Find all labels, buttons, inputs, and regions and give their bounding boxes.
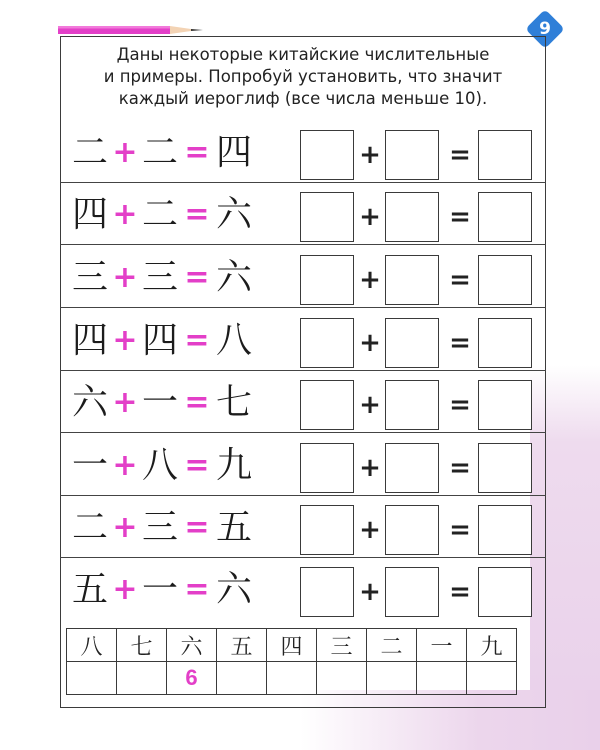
hieroglyph-a: 二 xyxy=(71,507,108,548)
table-character-cell: 五 xyxy=(217,629,267,662)
answer-box-a[interactable] xyxy=(300,192,354,242)
row-divider xyxy=(60,307,546,308)
row-divider xyxy=(60,495,546,496)
hieroglyph-b: 一 xyxy=(141,569,178,610)
chinese-equation xyxy=(70,193,254,237)
equation-row xyxy=(60,500,546,560)
chinese-equation xyxy=(70,444,254,488)
hieroglyph-b: 二 xyxy=(141,194,178,235)
box-equals-sign: = xyxy=(449,328,471,358)
answer-box-a[interactable] xyxy=(300,255,354,305)
chinese-equation xyxy=(70,381,254,425)
table-character-cell: 三 xyxy=(317,629,367,662)
hieroglyph-a: 四 xyxy=(71,194,108,235)
box-plus-sign: + xyxy=(359,577,381,607)
answer-box-a[interactable] xyxy=(300,318,354,368)
box-equals-sign: = xyxy=(449,515,471,545)
plus-sign: + xyxy=(112,323,138,358)
equals-sign: = xyxy=(184,385,210,420)
table-character-cell: 七 xyxy=(117,629,167,662)
box-equals-sign: = xyxy=(449,577,471,607)
table-character-cell: 一 xyxy=(417,629,467,662)
hieroglyph-b: 八 xyxy=(141,445,178,486)
equation-row xyxy=(60,438,546,498)
answer-box-result[interactable] xyxy=(478,505,532,555)
box-plus-sign: + xyxy=(359,202,381,232)
answer-box-b[interactable] xyxy=(385,567,439,617)
table-answer-cell[interactable] xyxy=(467,662,517,695)
hieroglyph-b: 三 xyxy=(141,257,178,298)
equals-sign: = xyxy=(184,510,210,545)
hieroglyph-result: 五 xyxy=(215,507,252,548)
chinese-equation xyxy=(70,131,254,175)
answer-box-result[interactable] xyxy=(478,567,532,617)
answer-box-result[interactable] xyxy=(478,443,532,493)
table-answer-cell[interactable] xyxy=(217,662,267,695)
plus-sign: + xyxy=(112,260,138,295)
equation-row xyxy=(60,375,546,435)
answer-box-b[interactable] xyxy=(385,318,439,368)
equals-sign: = xyxy=(184,323,210,358)
answer-box-a[interactable] xyxy=(300,443,354,493)
answer-box-result[interactable] xyxy=(478,192,532,242)
answer-box-b[interactable] xyxy=(385,380,439,430)
plus-sign: + xyxy=(112,197,138,232)
pencil-icon xyxy=(58,24,208,36)
equals-sign: = xyxy=(184,260,210,295)
answer-box-result[interactable] xyxy=(478,318,532,368)
box-plus-sign: + xyxy=(359,453,381,483)
row-divider xyxy=(60,244,546,245)
table-character-cell: 八 xyxy=(67,629,117,662)
table-answer-cell[interactable] xyxy=(67,662,117,695)
instruction-line: Даны некоторые китайские числительные xyxy=(116,45,490,64)
hieroglyph-result: 六 xyxy=(215,257,252,298)
hieroglyph-result: 六 xyxy=(215,569,252,610)
row-divider xyxy=(60,557,546,558)
answer-box-result[interactable] xyxy=(478,380,532,430)
answer-box-b[interactable] xyxy=(385,192,439,242)
answer-box-b[interactable] xyxy=(385,443,439,493)
box-plus-sign: + xyxy=(359,265,381,295)
box-plus-sign: + xyxy=(359,140,381,170)
box-equals-sign: = xyxy=(449,453,471,483)
chinese-equation xyxy=(70,506,254,550)
chinese-equation xyxy=(70,568,254,612)
chinese-equation xyxy=(70,319,254,363)
hieroglyph-a: 三 xyxy=(71,257,108,298)
hieroglyph-result: 七 xyxy=(215,382,252,423)
hieroglyph-result: 六 xyxy=(215,194,252,235)
table-answer-cell[interactable] xyxy=(267,662,317,695)
table-answer-cell[interactable] xyxy=(317,662,367,695)
hieroglyph-a: 二 xyxy=(71,132,108,173)
box-plus-sign: + xyxy=(359,390,381,420)
row-divider xyxy=(60,432,546,433)
equation-row xyxy=(60,313,546,373)
answer-box-b[interactable] xyxy=(385,505,439,555)
equals-sign: = xyxy=(184,572,210,607)
box-plus-sign: + xyxy=(359,515,381,545)
hieroglyph-b: 三 xyxy=(141,507,178,548)
instruction-line: и примеры. Попробуй установить, что значит xyxy=(103,67,503,86)
answer-box-b[interactable] xyxy=(385,255,439,305)
plus-sign: + xyxy=(112,135,138,170)
row-divider xyxy=(60,370,546,371)
table-answer-cell[interactable]: 6 xyxy=(167,662,217,695)
page-number: 9 xyxy=(539,19,551,39)
answer-box-b[interactable] xyxy=(385,130,439,180)
hieroglyph-a: 六 xyxy=(71,382,108,423)
table-row-answers xyxy=(67,662,517,695)
hieroglyph-a: 四 xyxy=(71,320,108,361)
box-equals-sign: = xyxy=(449,390,471,420)
hieroglyph-result: 四 xyxy=(215,132,252,173)
table-character-cell: 四 xyxy=(267,629,317,662)
hieroglyph-result: 九 xyxy=(215,445,252,486)
table-character-cell: 六 xyxy=(167,629,217,662)
answer-box-a[interactable] xyxy=(300,130,354,180)
table-row-characters xyxy=(67,629,517,662)
equation-row xyxy=(60,125,546,185)
table-answer-cell[interactable] xyxy=(367,662,417,695)
equation-row xyxy=(60,562,546,622)
answer-box-result[interactable] xyxy=(478,255,532,305)
hieroglyph-a: 五 xyxy=(71,569,108,610)
answer-key-table xyxy=(66,628,517,695)
answer-box-a[interactable] xyxy=(300,567,354,617)
equals-sign: = xyxy=(184,135,210,170)
table-character-cell: 二 xyxy=(367,629,417,662)
hieroglyph-result: 八 xyxy=(215,320,252,361)
row-divider xyxy=(60,182,546,183)
instructions xyxy=(60,44,546,110)
box-equals-sign: = xyxy=(449,140,471,170)
plus-sign: + xyxy=(112,510,138,545)
table-answer-cell[interactable] xyxy=(117,662,167,695)
instruction-line: каждый иероглиф (все числа меньше 10). xyxy=(118,89,488,108)
box-equals-sign: = xyxy=(449,265,471,295)
equation-row xyxy=(60,250,546,310)
chinese-equation xyxy=(70,256,254,300)
answer-box-a[interactable] xyxy=(300,505,354,555)
answer-box-result[interactable] xyxy=(478,130,532,180)
hieroglyph-a: 一 xyxy=(71,445,108,486)
equals-sign: = xyxy=(184,448,210,483)
hieroglyph-b: 二 xyxy=(141,132,178,173)
plus-sign: + xyxy=(112,448,138,483)
answer-box-a[interactable] xyxy=(300,380,354,430)
plus-sign: + xyxy=(112,572,138,607)
hieroglyph-b: 一 xyxy=(141,382,178,423)
equation-row xyxy=(60,187,546,247)
hieroglyph-b: 四 xyxy=(141,320,178,361)
plus-sign: + xyxy=(112,385,138,420)
equals-sign: = xyxy=(184,197,210,232)
table-character-cell: 九 xyxy=(467,629,517,662)
box-plus-sign: + xyxy=(359,328,381,358)
box-equals-sign: = xyxy=(449,202,471,232)
table-answer-cell[interactable] xyxy=(417,662,467,695)
